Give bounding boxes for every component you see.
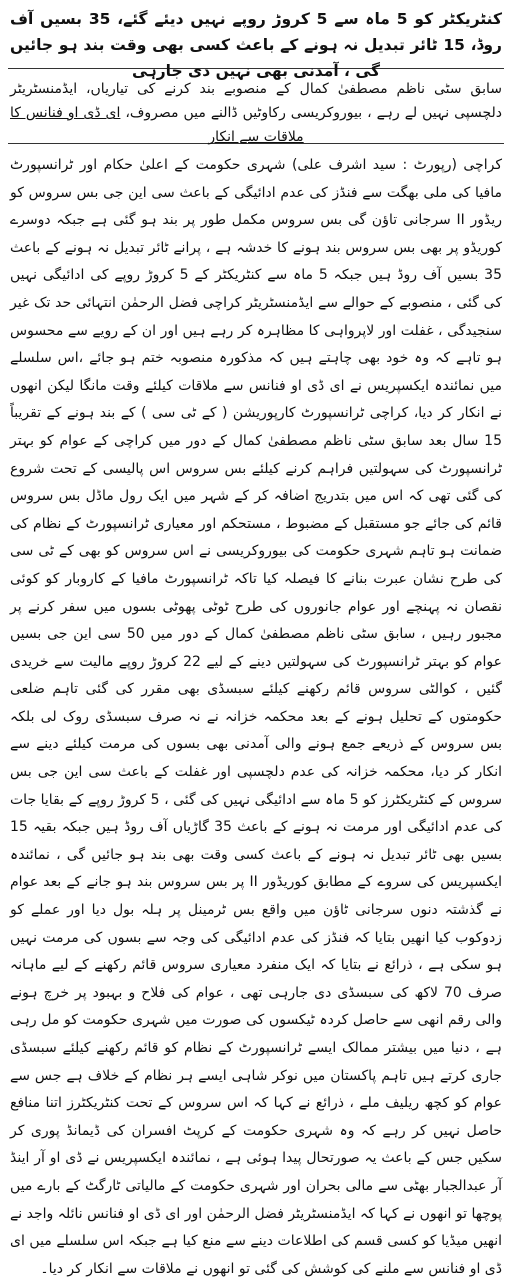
headline (8, 6, 504, 80)
article-body (8, 152, 504, 1277)
subheadline-text: سابق سٹی ناظم مصطفیٰ کمال کے منصوبے بند کرنے کی تیاریاں، ایڈمنسٹریٹر دلچسپی نہیں لے رہے ، بیوروکریسی رکاوٹیں ڈالنے میں مصروف، (10, 81, 502, 121)
subheadline-underlined-text: ای ڈی او فنانس کا ملاقات سے انکار (10, 105, 304, 145)
article-body-text: کراچی (رپورٹ : سید اشرف علی) شہری حکومت کے اعلیٰ حکام اور ٹرانسپورٹ مافیا کی ملی بھگت سے فنڈز کی عدم ادائیگی کے باعث سی این جی بس سروس کو ریڈور II سرجانی تاؤن گی بس سروس مکمل طور پر بند ہو گئی ہے جبکہ دوسرے کوریڈو پر بھی بس سروس بند ہونے کا خدشہ ہے ، پرانے ٹائر تبدیل نہ ہونے کے باعث 35 بسیں آف روڈ ہیں جبکہ 5 ماہ سے کنٹریکٹر کے 5 کروڑ روپے کی ادائیگی نہیں کی گئی ، منصوبے کے حوالے سے ایڈمنسٹریٹر کراچی فضل الرحمٰن انتہائی حد تک غیر سنجیدگی ، غفلت اور لاپرواہی کا مظاہرہ کر رہے ہیں اور ان کے رویے سے محسوس ہو تاہے کہ وہ خود بھی چاہتے ہیں کہ مذکورہ منصوبہ ختم ہو جائے ،اس سلسلے میں نمائندہ ایکسپریس نے ای ڈی او فنانس سے ملاقات کیلئے وقت مانگا لیکن انھوں نے انکار کر دیا، کراچی ٹرانسپورٹ کارپوریشن ( کے ٹی سی ) کے بند ہونے کے تقریباً 15 سال بعد سابق سٹی ناظم مصطفیٰ کمال کے دور میں کراچی کے عوام کو بہتر ٹرانسپورٹ کی سہولتیں فراہم کرنے کیلئے بس سروس اس پالیسی کے تحت شروع کی گئی تھی کہ اس میں بتدریج اضافہ کر کے شہر میں ایک رول ماڈل بس سروس قائم کی جائے جو مستقبل کے مضبوط ، مستحکم اور معیاری ٹرانسپورٹ کے نظام کی ضمانت ہو تاہم شہری حکومت کی بیوروکریسی نے اس سروس کو بھی کے ٹی سی کی طرح نشان عبرت بنانے کا فیصلہ کیا تاکہ ٹرانسپورٹ مافیا کے کاروبار کو کوئی نقصان نہ پہنچے اور عوام جانوروں کی طرح ٹوٹی پھوٹی بسوں میں سفر کرنے پر مجبور رہیں ، سابق سٹی ناظم مصطفیٰ کمال کے دور میں 50 سی این جی بسیں عوام کو بہتر ٹرانسپورٹ کی سہولتیں دینے کے لیے 22 کروڑ روپے مالیت سے خریدی گئیں ، کوالٹی سروس قائم رکھنے کیلئے سبسڈی بھی مقرر کی گئی تاہم ضلعی حکومتوں کے تحلیل ہونے کے بعد محکمہ خزانہ نے نہ صرف سبسڈی روک لی بلکہ بس سروس کے ذریعے جمع ہونے والی آمدنی بھی بسوں کی مرمت کیلئے دینے سے انکار کر دیا، محکمہ خزانہ کی عدم دلچسپی اور غفلت کے باعث سی این جی بس سروس کے کنٹریکٹرز کو 5 ماہ سے ادائیگی نہیں کی گئی ، 5 کروڑ روپے کے بقایا جات کی عدم ادائیگی اور مرمت نہ ہونے کے باعث 35 گاڑیاں آف روڈ ہیں جبکہ بقیہ 15 بسیں بھی ٹائر تبدیل نہ ہونے کے باعث کسی وقت بھی بند ہو جائیں گی ، نمائندہ ایکسپریس کی سروے کے مطابق کوریڈور II پر بس سروس بند ہو جانے کے بعد عوام نے گذشتہ دنوں سرجانی ٹاؤن میں واقع بس ٹرمینل پر ہلہ بول دیا اور عملے کو زدوکوب کیا انھیں بتایا کہ فنڈز کی عدم ادائیگی کی وجہ سے بسوں کی مرمت نہیں ہو سکی ہے ، ذرائع نے بتایا کہ ایک منفرد معیاری سروس قائم رکھنے کے لیے ماہانہ صرف 70 لاکھ کی سبسڈی دی جارہی تھی ، عوام کی فلاح و بہبود پر خرچ ہونے والی رقم انھی سے حاصل کردہ ٹیکسوں کی صورت میں شہری حکومت کو مل رہی ہے ، دنیا میں بیشتر ممالک ایسے ٹرانسپورٹ کے نظام کو قائم رکھنے کیلئے سبسڈی جاری کرتے ہیں تاہم پاکستان میں نوکر شاہی ایسے ہر نظام کے خلاف ہے جس سے عوام کو کچھ ریلیف ملے ، ذرائع نے کہا کہ اس سروس کے تحت کنٹریکٹرز اتنا منافع حاصل نہیں کر رہے کہ وہ شہری حکومت کے کرپٹ افسران کی ڈیمانڈ پوری کر سکیں جس کے باعث یہ صورتحال پیدا ہوئی ہے ، نمائندہ ایکسپریس نے ڈی او آر اینڈ آر عبدالجبار بھٹی سے مالی بحران اور شہری حکومت کے مالیاتی ٹارگٹ کے بارے میں پوچھا تو انھوں نے کہا کہ ایڈمنسٹریٹر فضل الرحمٰن اور ای ڈی او فنانس نائلہ واجد نے انھیں میڈیا کو کسی قسم کی اطلاعات دینے سے منع کیا ہے جبکہ اس سلسلے میں ای ڈی او فنانس سے ملنے کی کوشش کی گئی تو انھوں نے ملاقات سے انکار کر دیا۔ (10, 157, 503, 1277)
headline-text: کنٹریکٹر کو 5 ماہ سے 5 کروڑ روپے نہیں دیئے گئے، 35 بسیں آف روڈ، 15 ٹائر تبدیل نہ ہونے کے باعث کسی بھی وقت بند ہو جائیں گی ، آمدنی بھی نہیں دی جارہی (10, 10, 503, 80)
subheadline (8, 73, 504, 145)
